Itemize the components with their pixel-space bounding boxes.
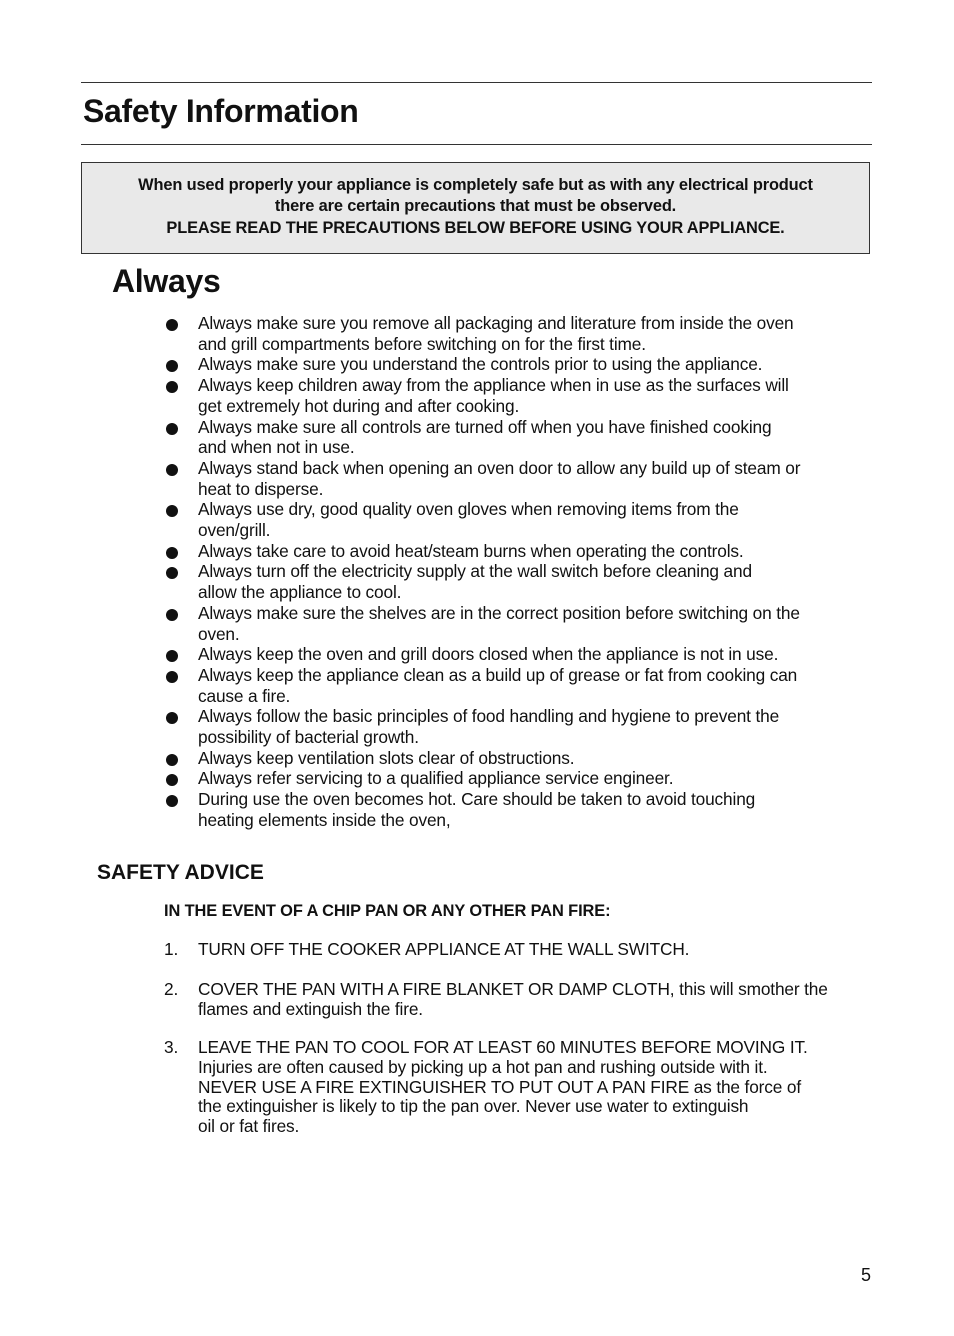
bullet-icon: [166, 671, 178, 683]
always-list-item: [164, 561, 864, 602]
always-item-line: heat to disperse.: [198, 478, 324, 499]
always-item-line: oven/grill.: [198, 520, 271, 541]
always-item-line: Always make sure you remove all packaging and literature from inside the oven: [198, 313, 794, 333]
bullet-icon: [166, 319, 178, 331]
bullet-icon: [166, 650, 178, 662]
always-item-line: and when not in use.: [198, 437, 355, 458]
always-item-line: Always make sure you understand the controls prior to using the appliance.: [198, 354, 763, 375]
always-item-line: Always take care to avoid heat/steam burns when operating the controls.: [198, 540, 744, 561]
always-item-line: Always make sure the shelves are in the correct position before switching on the: [198, 602, 800, 623]
always-list-item: [164, 417, 864, 458]
always-item-line: allow the appliance to cool.: [198, 582, 402, 603]
bullet-icon: [166, 423, 178, 435]
always-list-item: [164, 748, 864, 769]
always-list-item: [164, 458, 864, 499]
always-item-line: get extremely hot during and after cooking.: [198, 395, 520, 416]
always-list-item: [164, 375, 864, 416]
always-list-item: [164, 313, 864, 354]
bullet-icon: [166, 712, 178, 724]
safety-advice-heading: SAFETY ADVICE: [97, 861, 264, 884]
warning-line: When used properly your appliance is completely safe but as with any electrical product: [138, 176, 813, 194]
step-line: COVER THE PAN WITH A FIRE BLANKET OR DAMP CLOTH, this will smother the: [198, 979, 828, 999]
always-item-line: During use the oven becomes hot. Care should be taken to avoid touching: [198, 789, 756, 810]
always-list-item: [164, 665, 864, 706]
always-item-line: heating elements inside the oven,: [198, 809, 451, 830]
always-list-item: [164, 541, 864, 562]
always-list-item: [164, 706, 864, 747]
step-number: 2.: [164, 979, 179, 999]
bullet-icon: [166, 567, 178, 579]
always-item-line: Always stand back when opening an oven door to allow any build up of steam or: [198, 457, 801, 478]
step-number: 3.: [164, 1037, 179, 1057]
always-list-item: [164, 354, 864, 375]
always-item-line: and grill compartments before switching on for the first time.: [198, 333, 646, 354]
always-list-item: [164, 789, 864, 830]
bullet-icon: [166, 754, 178, 766]
pan-fire-heading: IN THE EVENT OF A CHIP PAN OR ANY OTHER PAN FIRE:: [164, 902, 611, 920]
step-line: oil or fat fires.: [198, 1116, 300, 1137]
bullet-icon: [166, 360, 178, 372]
step-line: NEVER USE A FIRE EXTINGUISHER TO PUT OUT A PAN FIRE as the force of: [198, 1076, 801, 1097]
bullet-icon: [166, 774, 178, 786]
always-item-line: Always keep the oven and grill doors closed when the appliance is not in use.: [198, 644, 779, 665]
always-item-line: Always refer servicing to a qualified appliance service engineer.: [198, 768, 674, 789]
step-line: the extinguisher is likely to tip the pan over. Never use water to extinguish: [198, 1096, 749, 1117]
warning-line: PLEASE READ THE PRECAUTIONS BELOW BEFORE USING YOUR APPLIANCE.: [166, 218, 785, 237]
always-item-line: cause a fire.: [198, 685, 291, 706]
always-item-line: Always turn off the electricity supply at the wall switch before cleaning and: [198, 561, 752, 582]
step-line: Injuries are often caused by picking up a hot pan and rushing outside with it.: [198, 1056, 768, 1077]
step-line: TURN OFF THE COOKER APPLIANCE AT THE WALL SWITCH.: [198, 939, 690, 959]
always-item-line: Always make sure all controls are turned off when you have finished cooking: [198, 416, 772, 437]
always-item-line: Always follow the basic principles of food handling and hygiene to prevent the: [198, 706, 780, 727]
step-body: [198, 940, 689, 960]
bullet-icon: [166, 381, 178, 393]
bullet-icon: [166, 505, 178, 517]
warning-line: there are certain precautions that must be observed.: [274, 197, 677, 216]
page-title: Safety Information: [83, 93, 359, 129]
always-list: [164, 313, 864, 831]
header-rule-bottom: [81, 144, 872, 145]
bullet-icon: [166, 464, 178, 476]
step-body: [198, 1038, 808, 1137]
always-item-line: Always keep children away from the appliance when in use as the surfaces will: [198, 375, 789, 396]
header-rule-top: [81, 82, 872, 83]
always-item-line: Always use dry, good quality oven gloves when removing items from the: [198, 499, 739, 520]
bullet-icon: [166, 609, 178, 621]
always-list-item: [164, 644, 864, 665]
warning-box: [81, 162, 870, 254]
page-number: 5: [860, 1265, 871, 1285]
always-item-line: Always keep ventilation slots clear of obstructions.: [198, 747, 575, 768]
always-heading: Always: [112, 263, 221, 299]
always-list-item: [164, 499, 864, 540]
always-list-item: [164, 603, 864, 644]
always-list-item: [164, 768, 864, 789]
step-number: 1.: [164, 939, 179, 959]
step-line: LEAVE THE PAN TO COOL FOR AT LEAST 60 MINUTES BEFORE MOVING IT.: [198, 1037, 808, 1057]
always-item-line: oven.: [198, 623, 240, 644]
step-line: flames and extinguish the fire.: [198, 998, 423, 1019]
bullet-icon: [166, 547, 178, 559]
step-body: [198, 980, 828, 1020]
always-item-line: possibility of bacterial growth.: [198, 727, 419, 748]
always-item-line: Always keep the appliance clean as a build up of grease or fat from cooking can: [198, 664, 798, 685]
bullet-icon: [166, 795, 178, 807]
